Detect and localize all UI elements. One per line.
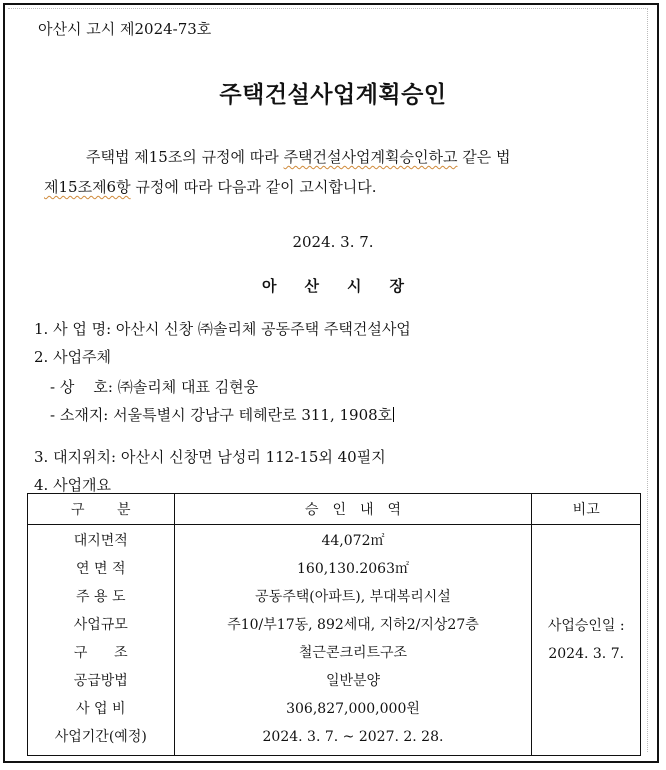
address-text: - 소재지: 서울특별시 강남구 테헤란로 311, 1908호 <box>50 406 393 424</box>
document-title: 주택건설사업계획승인 <box>219 81 447 108</box>
paragraph-text: 규정에 따라 다음과 같이 고시합니다. <box>130 178 377 196</box>
issuer-name: 아산시장 <box>262 277 432 295</box>
row-value: 44,072㎡ <box>321 533 385 549</box>
item-operator-heading: 2. 사업주체 <box>34 348 112 366</box>
row-label: 사업기간(예정) <box>54 729 147 745</box>
header-approval-details: 승인내역 <box>174 494 532 525</box>
text-cursor <box>393 407 394 422</box>
row-label: 주 용 도 <box>76 589 126 605</box>
row-label: 공급방법 <box>73 673 128 689</box>
label-column <box>28 525 175 756</box>
item-operator-address <box>50 404 394 425</box>
notice-number: 아산시 고시 제2024-73호 <box>38 20 212 38</box>
notice-date: 2024. 3. 7. <box>292 233 374 251</box>
row-label: 사 업 비 <box>76 701 126 717</box>
header-remarks: 비고 <box>532 494 641 525</box>
item-location: 3. 대지위치: 아산시 신창면 남성리 112-15외 40필지 <box>34 448 386 466</box>
table-header-row <box>28 494 641 525</box>
row-value: 306,827,000,000원 <box>286 701 420 717</box>
row-label: 연 면 적 <box>76 561 126 577</box>
paragraph-text: 같은 법 <box>457 148 511 166</box>
body-paragraph-line-1 <box>86 146 510 167</box>
header-category: 구 분 <box>28 494 175 525</box>
row-value: 2024. 3. 7. ~ 2027. 2. 28. <box>262 729 444 745</box>
row-value: 철근콘크리트구조 <box>298 645 408 661</box>
project-overview-table <box>27 493 641 756</box>
row-label: 구 조 <box>73 645 128 661</box>
paragraph-underlined-text: 주택건설사업계획승인하고 <box>283 148 458 166</box>
body-paragraph-line-2 <box>44 176 377 197</box>
row-value: 160,130.2063㎡ <box>297 561 409 577</box>
remark-date: 2024. 3. 7. <box>548 646 625 662</box>
value-column <box>174 525 532 756</box>
item-overview-heading: 4. 사업개요 <box>34 476 112 494</box>
remark-label: 사업승인일 : <box>547 618 625 634</box>
row-value: 공동주택(아파트), 부대복리시설 <box>255 589 451 605</box>
row-label: 사업규모 <box>73 617 128 633</box>
row-value: 일반분양 <box>325 673 381 689</box>
paragraph-text: 주택법 제15조의 규정에 따라 <box>86 148 284 166</box>
paragraph-underlined-text: 제15조제6항 <box>44 178 131 196</box>
row-value: 주10/부17동, 892세대, 지하2/지상27층 <box>227 617 479 633</box>
item-operator-name: - 상 호: ㈜솔리체 대표 김현웅 <box>50 378 259 396</box>
item-project-name: 1. 사 업 명: 아산시 신창 ㈜솔리체 공동주택 주택건설사업 <box>34 320 411 338</box>
remarks-cell <box>532 525 641 756</box>
row-label: 대지면적 <box>73 533 128 549</box>
table-body-row <box>28 525 641 756</box>
